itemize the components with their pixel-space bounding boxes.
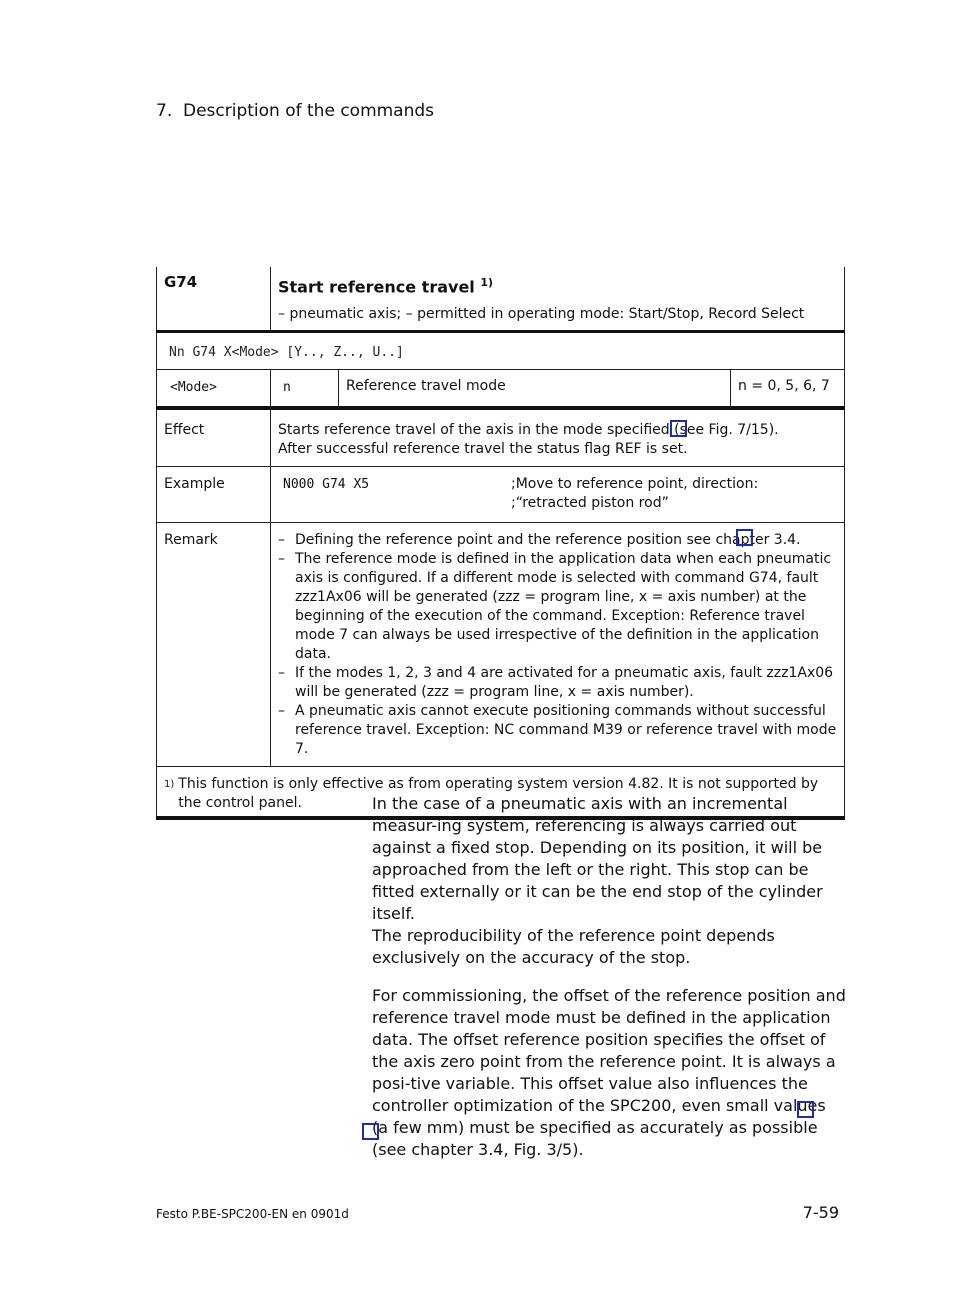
remark-list <box>278 531 837 759</box>
chapter-header <box>156 101 434 121</box>
example-comment <box>511 475 758 513</box>
param-symbol: n <box>271 370 339 409</box>
effect-line-1: Starts reference travel of the axis in the mode specified (see Fig. 7/15). <box>278 422 779 439</box>
paragraph-3: For commissioning, the offset of the reference position and reference travel mode must be defined in the application data. The offset reference position specifies the offset of the axis zero point from the reference point. It is always a posi-tive variable. This offset value also influences the controller optimization of the SPC200, even small values (a few mm) must be specified as accurately as possible (see chapter 3.4, Fig. 3/5). <box>372 986 846 1159</box>
param-name: <Mode> <box>157 370 271 409</box>
command-title-cell <box>271 267 845 332</box>
command-title-text: Start reference travel <box>278 277 475 297</box>
footer-document-id: Festo P.BE-SPC200-EN en 0901d <box>156 1207 349 1221</box>
remark-item: – Defining the reference point and the reference position see chapter 3.4. <box>278 531 837 550</box>
chapter-number: 7. <box>156 101 173 121</box>
title-footnote-mark: 1) <box>480 276 494 289</box>
link-fig-3-5[interactable] <box>362 1123 379 1140</box>
remark-item: – The reference mode is defined in the application data when each pneumatic axis is configured. If a different mode is selected with command G74, fault zzz1Ax06 will be generated (zzz = program line, x = axis number) at the beginning of the execution of the command. Exception: Reference travel mode 7 can always be used irrespective of the definition in the application data. <box>278 550 837 664</box>
remark-label: Remark <box>157 523 271 767</box>
example-content <box>271 467 845 523</box>
effect-text <box>271 408 845 467</box>
effect-row <box>157 408 845 467</box>
remark-row <box>157 523 845 767</box>
command-code-cell <box>157 267 271 332</box>
example-label: Example <box>157 467 271 523</box>
remark-item: – A pneumatic axis cannot execute positioning commands without successful reference travel. Exception: NC command M39 or reference travel with mode 7. <box>278 702 837 759</box>
param-values: n = 0, 5, 6, 7 <box>731 370 845 409</box>
syntax-row <box>157 332 845 370</box>
example-code: N000 G74 X5 <box>283 477 370 493</box>
remark-content <box>271 523 845 767</box>
link-chapter-3-4-body[interactable] <box>797 1101 814 1118</box>
paragraph-1: In the case of a pneumatic axis with an incremental measur-ing system, referencing is always carried out against a fixed stop. Depending on its position, it will be approached from the left or the right. This stop can be fitted externally or it can be the end stop of the cylinder itself. <box>372 794 823 923</box>
footer-page-number: 7-59 <box>802 1203 839 1222</box>
body-text <box>372 793 846 1161</box>
remark-item: – If the modes 1, 2, 3 and 4 are activated for a pneumatic axis, fault zzz1Ax06 will be generated (zzz = program line, x = axis number). <box>278 664 837 702</box>
link-fig-7-15[interactable] <box>670 420 687 437</box>
command-code: G74 <box>164 273 198 291</box>
paragraph-2: The reproducibility of the reference point depends exclusively on the accuracy of the stop. <box>372 926 775 967</box>
command-title <box>278 273 837 296</box>
link-chapter-3-4[interactable] <box>736 529 753 546</box>
example-comment-line-2: ;“retracted piston rod” <box>511 495 669 512</box>
effect-line-2: After successful reference travel the status flag REF is set. <box>278 441 688 458</box>
param-description: Reference travel mode <box>339 370 731 409</box>
command-subtitle: – pneumatic axis; – permitted in operating mode: Start/Stop, Record Select <box>278 306 805 323</box>
chapter-title: Description of the commands <box>183 101 435 121</box>
footnote-text: This function is only effective as from operating system version 4.82. It is not supported by the control panel. <box>178 776 819 812</box>
footnote-mark: 1) <box>164 779 175 791</box>
command-syntax: Nn G74 X<Mode> [Y.., Z.., U..] <box>157 332 845 370</box>
effect-label: Effect <box>157 408 271 467</box>
example-row <box>157 467 845 523</box>
parameter-row <box>157 370 845 409</box>
command-header-row <box>157 267 845 332</box>
example-comment-line-1: ;Move to reference point, direction: <box>511 476 759 493</box>
